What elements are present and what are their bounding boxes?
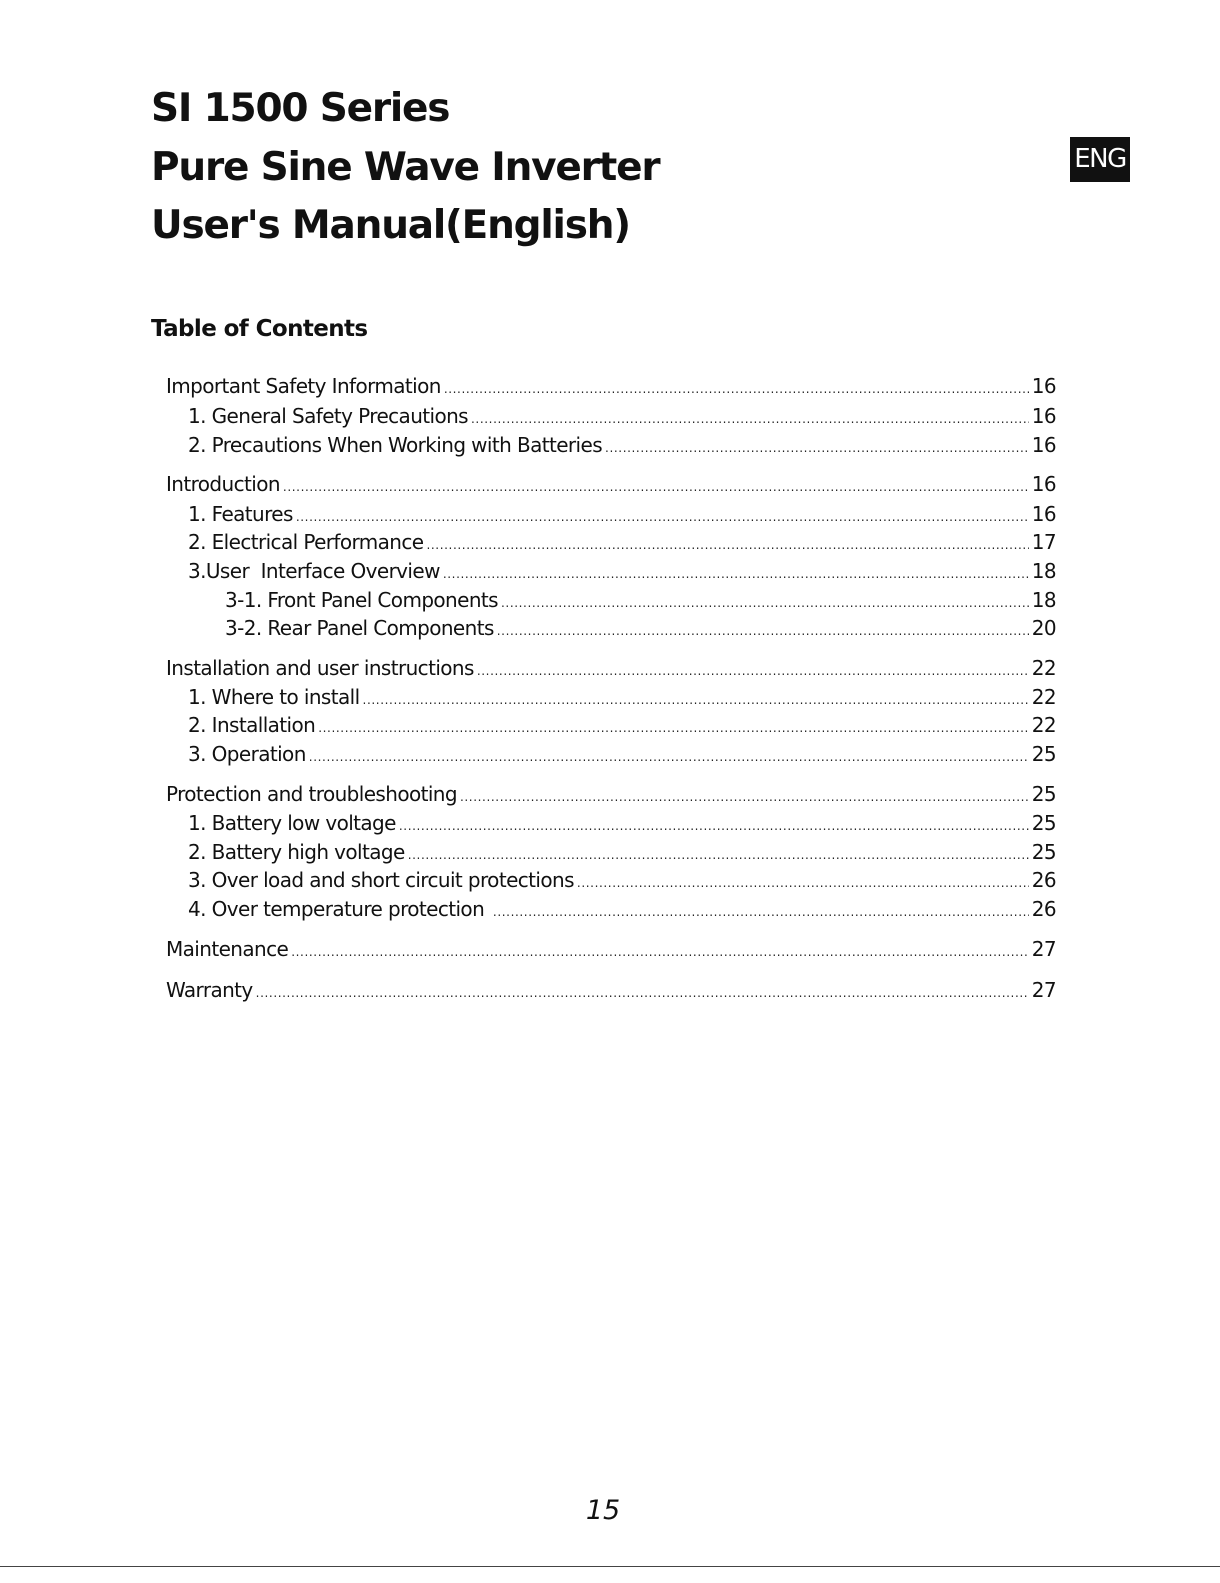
- language-badge: ENG: [1070, 137, 1130, 182]
- toc-entry-title: 1. Features: [188, 502, 293, 526]
- title-line-product: Pure Sine Wave Inverter: [151, 144, 660, 190]
- toc-entry-title: 2. Precautions When Working with Batteries: [188, 433, 603, 457]
- toc-leader-dots: [577, 869, 1029, 897]
- toc-entry-electrical-performance[interactable]: [188, 528, 1056, 556]
- toc-entry-rear-panel[interactable]: [225, 614, 1056, 642]
- toc-entry-page: 16: [1031, 472, 1056, 496]
- toc-entry-title: 2. Electrical Performance: [188, 530, 424, 554]
- toc-entry-title: 3-2. Rear Panel Components: [225, 616, 494, 640]
- toc-leader-dots: [318, 714, 1029, 742]
- toc-entry-operation[interactable]: [188, 740, 1056, 768]
- toc-leader-dots: [605, 434, 1029, 462]
- toc-leader-dots: [399, 812, 1029, 840]
- toc-leader-dots: [309, 743, 1029, 771]
- toc-entry-overload-short-circuit[interactable]: [188, 866, 1056, 894]
- toc-entry-title: 3-1. Front Panel Components: [225, 588, 498, 612]
- toc-entry-title: 1. Where to install: [188, 685, 360, 709]
- toc-entry-maintenance[interactable]: [166, 935, 1056, 963]
- toc-entry-battery-precautions[interactable]: [188, 431, 1056, 459]
- toc-leader-dots: [283, 473, 1029, 501]
- toc-leader-dots: [497, 617, 1029, 645]
- toc-leader-dots: [291, 938, 1029, 966]
- toc-entry-page: 16: [1031, 433, 1056, 457]
- toc-leader-dots: [408, 841, 1029, 869]
- toc-leader-dots: [296, 503, 1029, 531]
- toc-entry-page: 25: [1031, 811, 1056, 835]
- toc-entry-page: 27: [1031, 937, 1056, 961]
- toc-entry-page: 20: [1031, 616, 1056, 640]
- toc-entry-page: 16: [1031, 502, 1056, 526]
- toc-entry-title: 1. General Safety Precautions: [188, 404, 469, 428]
- toc-entry-introduction[interactable]: [166, 470, 1056, 498]
- page-number: 15: [585, 1495, 621, 1526]
- toc-entry-page: 22: [1031, 713, 1056, 737]
- toc-entry-page: 18: [1031, 559, 1056, 583]
- toc-entry-protection-troubleshooting[interactable]: [166, 780, 1056, 808]
- toc-entry-battery-low-voltage[interactable]: [188, 809, 1056, 837]
- toc-entry-page: 18: [1031, 588, 1056, 612]
- toc-entry-page: 16: [1031, 404, 1056, 428]
- toc-entry-title: Installation and user instructions: [166, 656, 474, 680]
- toc-entry-over-temperature[interactable]: [188, 895, 1056, 923]
- toc-entry-page: 25: [1031, 840, 1056, 864]
- toc-entry-interface-overview[interactable]: [188, 557, 1056, 585]
- toc-entry-features[interactable]: [188, 500, 1056, 528]
- document-title: [151, 80, 911, 256]
- toc-leader-dots: [363, 686, 1029, 714]
- toc-entry-general-safety[interactable]: [188, 402, 1056, 430]
- toc-entry-safety-information[interactable]: [166, 372, 1056, 400]
- title-line-series: SI 1500 Series: [151, 86, 450, 131]
- toc-entry-installation-instructions[interactable]: [166, 654, 1056, 682]
- toc-entry-title: Maintenance: [166, 937, 289, 961]
- toc-leader-dots: [501, 589, 1029, 617]
- toc-entry-page: 22: [1031, 685, 1056, 709]
- title-line-manual: User's Manual(English): [151, 203, 630, 248]
- toc-entry-title: 3. Operation: [188, 742, 306, 766]
- toc-entry-title: Warranty: [166, 978, 253, 1002]
- toc-entry-title: 4. Over temperature protection: [188, 897, 490, 921]
- toc-entry-page: 16: [1031, 374, 1056, 398]
- toc-entry-front-panel[interactable]: [225, 586, 1056, 614]
- toc-entry-title: 3. Over load and short circuit protections: [188, 868, 574, 892]
- toc-leader-dots: [471, 405, 1029, 433]
- toc-entry-title: 1. Battery low voltage: [188, 811, 396, 835]
- bottom-divider: [0, 1566, 1220, 1567]
- toc-leader-dots: [460, 783, 1029, 811]
- toc-entry-title: Introduction: [166, 472, 280, 496]
- toc-entry-title: Protection and troubleshooting: [166, 782, 457, 806]
- toc-leader-dots: [444, 375, 1029, 403]
- toc-leader-dots: [493, 898, 1029, 926]
- toc-leader-dots: [477, 657, 1029, 685]
- toc-entry-title: 3.User Interface Overview: [188, 559, 440, 583]
- toc-entry-page: 22: [1031, 656, 1056, 680]
- toc-heading: Table of Contents: [151, 316, 368, 342]
- toc-entry-page: 25: [1031, 742, 1056, 766]
- toc-entry-page: 25: [1031, 782, 1056, 806]
- toc-entry-installation[interactable]: [188, 711, 1056, 739]
- toc-leader-dots: [256, 979, 1029, 1007]
- toc-entry-where-to-install[interactable]: [188, 683, 1056, 711]
- toc-entry-warranty[interactable]: [166, 976, 1056, 1004]
- toc-entry-page: 26: [1031, 868, 1056, 892]
- toc-leader-dots: [443, 560, 1029, 588]
- toc-entry-title: 2. Battery high voltage: [188, 840, 405, 864]
- toc-entry-page: 17: [1031, 530, 1056, 554]
- toc-entry-battery-high-voltage[interactable]: [188, 838, 1056, 866]
- toc-entry-page: 27: [1031, 978, 1056, 1002]
- toc-entry-title: 2. Installation: [188, 713, 316, 737]
- toc-entry-page: 26: [1031, 897, 1056, 921]
- toc-entry-title: Important Safety Information: [166, 374, 441, 398]
- toc-leader-dots: [426, 531, 1028, 559]
